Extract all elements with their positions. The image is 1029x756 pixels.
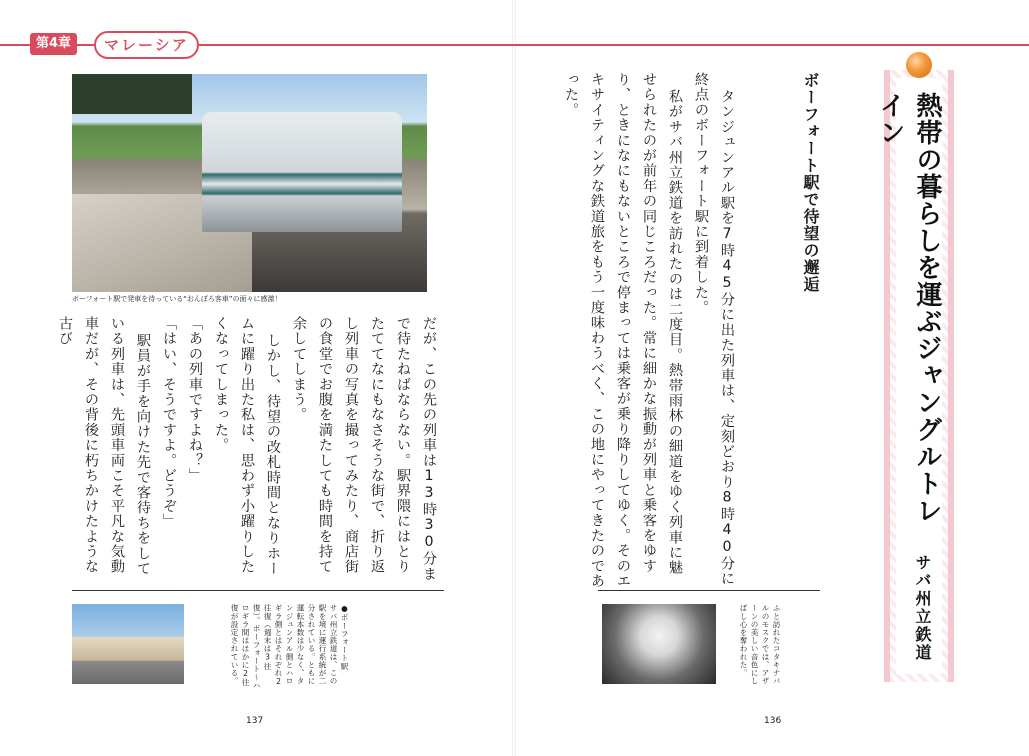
section-subheading: ボーフォート駅で待望の邂逅 [801, 72, 820, 293]
train-platform-photo [72, 74, 427, 292]
page-number-right: 136 [764, 716, 782, 726]
right-body-text: タンジュンアル駅を7時45分に出た列車は、定刻どおり8時40分に終点のボーフォート駅に到着した。 私がサバ州立鉄道を訪れたのは二度目。熱帯雨林の細道をゆく列車に魅せられたのが前年の同じころだった。常に細かな振動が列車と乗客をゆすり、ときになにもないところで停まっては乗客が乗り降りしてゆく。そのエキサイティングな鉄道旅をもう一度味わうべく、この地にやってきたのであった。 [563, 72, 735, 589]
page-gutter [512, 0, 516, 756]
mosque-interior-photo [602, 604, 716, 684]
passenger-carriage [202, 112, 402, 232]
pushpin-icon [906, 52, 932, 78]
right-rule [598, 590, 820, 591]
page-number-left: 137 [246, 716, 264, 726]
left-side-note: ●ボーフォート駅 サバ州立鉄道は、この駅を境に運行系統が二分されている。ともに運転本数は少なく、タンジュンアル側とハロギラ側とはそれぞれ2往復（週末は3往復）。ボーフォート〜ハロギラ間はほかに2往復が設定されている。 [230, 604, 349, 690]
article-subtitle: サバ州立鉄道 [913, 554, 932, 662]
station-building-photo [72, 604, 184, 684]
chapter-badge: 第4章 [30, 33, 77, 55]
right-side-note: ふと訪れたコタキナバルのモスクでは、アザーンの美しい音色にしばし心を奪われた。 [739, 604, 781, 685]
station-roof [72, 74, 192, 114]
left-rule [72, 590, 444, 591]
left-body-text: だが、この先の列車は13時30分まで待たねばならない。駅界隈にはとりたててなにもなさそうな街で、折り返し列車の写真を撮ってみたり、商店街の食堂でお腹を満たしても時間を持て余してしまう。 しかし、待望の改札時間となりホームに躍り出た私は、思わず小躍りしたくなってしまった。 「あの列車ですよね？」 「はい、そうですよ。どうぞ」 駅員が手を向けた先で客待ちをしている列車は、先頭車両こそ平凡な気動車だが、その背後に朽ちかけたような古び [57, 316, 437, 582]
article-title: 熱帯の暮らしを運ぶジャングルトレイン [875, 92, 942, 524]
chapter-title: マレーシア [94, 31, 199, 59]
photo-caption: ボーフォート駅で発車を待っている“おんぼろ客車”の面々に感激！ [72, 295, 282, 303]
